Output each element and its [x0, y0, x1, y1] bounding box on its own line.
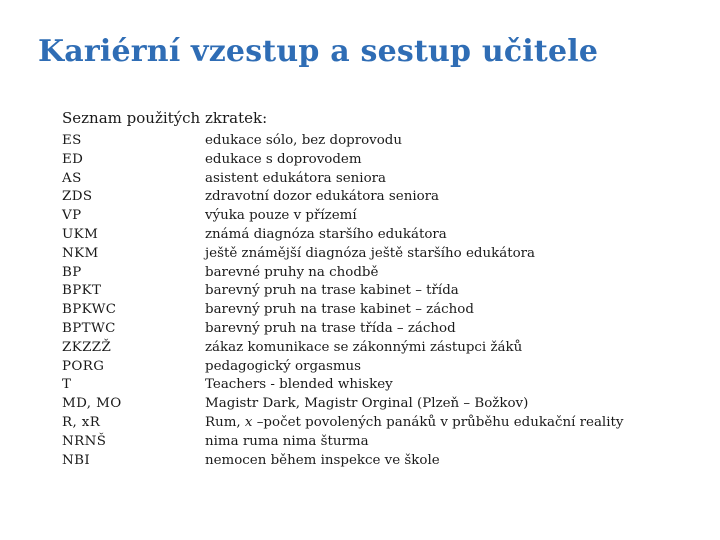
slide-title: Kariérní vzestup a sestup učitele	[38, 34, 599, 69]
abbreviation-meaning: barevný pruh na trase třída – záchod	[205, 320, 456, 336]
abbreviation-row	[62, 320, 702, 339]
abbreviation-meaning-variable: x	[244, 414, 253, 430]
abbreviation-meaning: známá diagnóza staršího edukátora	[205, 226, 447, 242]
abbreviation-code: BPKWC	[62, 302, 117, 318]
abbreviation-meaning: výuka pouze v přízemí	[205, 208, 357, 224]
abbreviation-row	[62, 226, 702, 245]
abbreviation-meaning-suffix: –počet povolených panáků v průběhu edukační reality	[252, 414, 624, 430]
abbreviation-meaning: Teachers - blended whiskey	[205, 377, 393, 393]
abbreviation-meaning: barevné pruhy na chodbě	[205, 264, 379, 280]
abbreviation-meaning: ještě známější diagnóza ještě staršího edukátora	[205, 245, 536, 261]
abbreviation-code: NKM	[62, 245, 99, 261]
abbreviation-code: AS	[62, 170, 82, 186]
abbreviation-row	[62, 452, 702, 471]
abbreviation-code: R, xR	[62, 414, 101, 430]
abbreviation-code: VP	[62, 208, 82, 224]
abbreviation-code: BPKT	[62, 283, 102, 299]
abbreviation-code: UKM	[62, 226, 99, 242]
abbreviation-code: T	[62, 377, 72, 393]
abbreviation-row	[62, 132, 702, 151]
abbreviation-row	[62, 301, 702, 320]
abbreviation-row	[62, 170, 702, 189]
abbreviation-meaning: Magistr Dark, Magistr Orginal (Plzeň – Božkov)	[205, 396, 529, 412]
abbreviation-code: ZKZZŽ	[62, 339, 112, 355]
abbreviation-row	[62, 395, 702, 414]
abbreviation-code: NRNŠ	[62, 433, 107, 449]
abbreviation-meaning: nemocen během inspekce ve škole	[205, 452, 440, 468]
abbreviations-list	[62, 132, 702, 470]
abbreviation-row	[62, 358, 702, 377]
abbreviation-meaning-prefix: Rum,	[205, 414, 245, 430]
abbreviation-row	[62, 414, 702, 433]
abbreviation-meaning: zákaz komunikace se zákonnými zástupci žáků	[205, 339, 523, 355]
abbreviation-meaning: zdravotní dozor edukátora seniora	[205, 189, 440, 205]
abbreviation-code: ES	[62, 133, 82, 148]
abbreviation-code: BP	[62, 264, 82, 280]
abbreviation-code: ZDS	[62, 189, 93, 205]
abbreviation-row	[62, 245, 702, 264]
abbreviation-meaning: edukace s doprovodem	[205, 151, 362, 167]
abbreviations-heading: Seznam použitých zkratek:	[62, 109, 268, 127]
abbreviation-row	[62, 376, 702, 395]
abbreviation-meaning: edukace sólo, bez doprovodu	[205, 133, 402, 148]
abbreviation-row	[62, 282, 702, 301]
abbreviation-meaning: barevný pruh na trase kabinet – třída	[205, 283, 459, 299]
abbreviation-meaning: nima ruma nima šturma	[205, 433, 369, 449]
abbreviation-code: PORG	[62, 358, 105, 374]
abbreviation-code: NBI	[62, 452, 91, 468]
abbreviation-row	[62, 339, 702, 358]
abbreviation-row	[62, 151, 702, 170]
abbreviation-row	[62, 207, 702, 226]
abbreviation-meaning: barevný pruh na trase kabinet – záchod	[205, 302, 474, 318]
abbreviation-code: MD, MO	[62, 396, 122, 412]
abbreviation-code: ED	[62, 151, 84, 167]
abbreviation-row	[62, 433, 702, 452]
abbreviation-row	[62, 188, 702, 207]
abbreviation-row	[62, 264, 702, 283]
abbreviation-meaning: asistent edukátora seniora	[205, 170, 387, 186]
abbreviation-code: BPTWC	[62, 320, 116, 336]
abbreviation-meaning	[205, 414, 702, 433]
abbreviation-meaning: pedagogický orgasmus	[205, 358, 362, 374]
